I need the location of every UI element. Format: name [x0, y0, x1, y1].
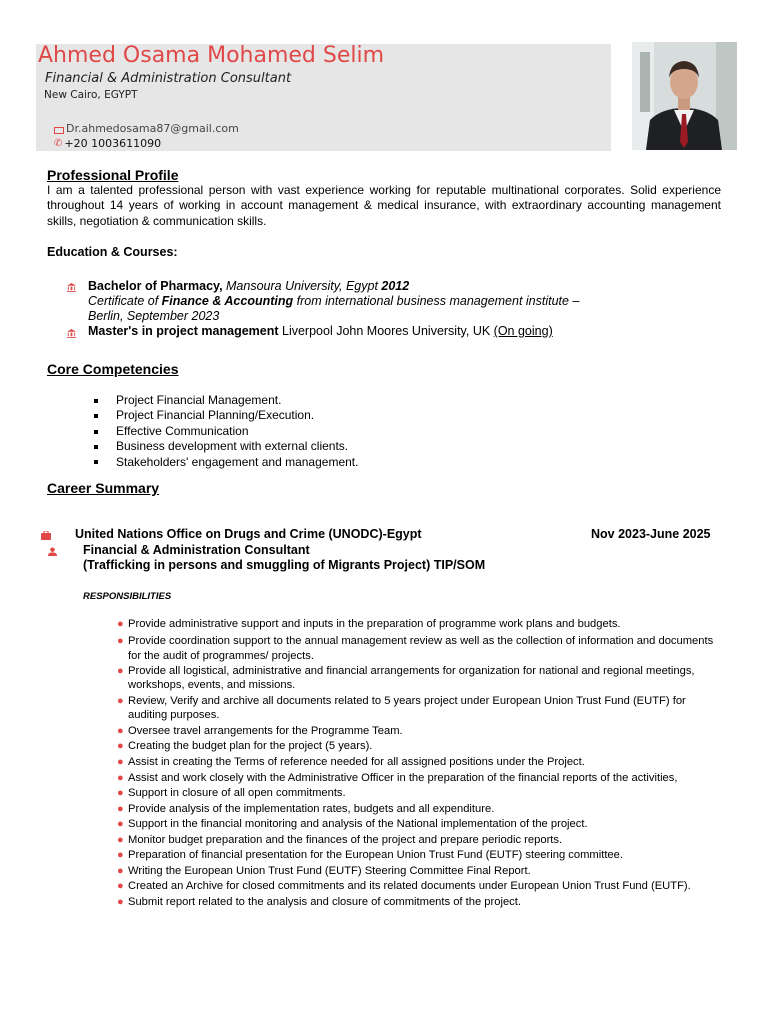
- list-item: ● Support in the financial monitoring and analysis of the National implementation of the project.: [117, 818, 588, 831]
- list-item: ● Review, Verify and archive all documents related to 5 years project under European Union Trust Fund (EUTF) for auditing purposes.: [117, 694, 686, 722]
- education-item: Bachelor of Pharmacy, Mansoura University, Egypt 2012: [88, 279, 410, 293]
- bullet-square-icon: [94, 430, 98, 434]
- list-item: Effective Communication: [94, 424, 358, 439]
- briefcase-icon: [41, 531, 51, 540]
- list-item: Business development with external clients.: [94, 439, 358, 454]
- candidate-name: Ahmed Osama Mohamed Selim: [38, 43, 385, 68]
- bullet-dot-icon: ●: [117, 880, 124, 893]
- list-item: ● Oversee travel arrangements for the Programme Team.: [117, 724, 403, 737]
- bullet-dot-icon: ●: [117, 802, 124, 815]
- list-item: Project Financial Planning/Execution.: [94, 408, 358, 423]
- education-item: Certificate of Finance & Accounting from international business management institute – Berlin, September 2023: [88, 294, 580, 323]
- job-title: Financial & Administration Consultant: [45, 71, 292, 86]
- bullet-dot-icon: ●: [117, 694, 124, 707]
- bullet-dot-icon: ●: [117, 833, 124, 846]
- phone-icon: ✆: [54, 138, 63, 149]
- list-item: ● Assist and work closely with the Administrative Officer in the preparation of the financial reports of the activities,: [117, 771, 678, 784]
- institution-icon: [67, 329, 76, 338]
- bullet-dot-icon: ●: [117, 895, 124, 908]
- competencies-list: [94, 393, 358, 470]
- phone-row: [54, 137, 161, 150]
- bullet-square-icon: [94, 445, 98, 449]
- profile-text: I am a talented professional person with vast experience working for reputable multinational corporates. Solid experience throughout 14 years of working in account management & medical insurance, with extraordinary accounting management skills, negotiation & communication skills.: [47, 183, 721, 228]
- person-icon: [48, 547, 57, 556]
- role-title: Financial & Administration Consultant: [83, 543, 310, 557]
- envelope-icon: [54, 127, 64, 134]
- list-item: ● Provide all logistical, administrative and financial arrangements for organization for national and regional meetings, workshops, events, and missions.: [117, 665, 695, 692]
- bullet-square-icon: [94, 460, 98, 464]
- list-item: ● Provide analysis of the implementation rates, budgets and all expenditure.: [117, 802, 495, 815]
- education-heading: Education & Courses:: [47, 245, 178, 259]
- profile-heading: Professional Profile: [47, 167, 179, 183]
- list-item: ● Support in closure of all open commitments.: [117, 787, 346, 800]
- list-item: ● Provide administrative support and inputs in the preparation of programme work plans and budgets.: [117, 618, 621, 630]
- project-title: (Trafficking in persons and smuggling of Migrants Project) TIP/SOM: [83, 558, 486, 572]
- employer: United Nations Office on Drugs and Crime (UNODC)-Egypt: [75, 527, 422, 541]
- bullet-dot-icon: ●: [117, 618, 124, 630]
- list-item: ● Assist in creating the Terms of reference needed for all assigned positions under the Project.: [117, 756, 585, 769]
- email-row: [54, 122, 239, 135]
- list-item: ● Submit report related to the analysis and closure of commitments of the project.: [117, 895, 521, 908]
- list-item: ● Writing the European Union Trust Fund (EUTF) Steering Committee Final Report.: [117, 864, 531, 877]
- list-item: ● Provide coordination support to the annual management review as well as the collection of information and documents for the audit of programmes/ projects.: [117, 635, 714, 662]
- institution-icon: [67, 283, 76, 292]
- bullet-dot-icon: ●: [117, 864, 124, 877]
- employment-dates: Nov 2023-June 2025: [591, 527, 711, 541]
- list-item: Stakeholders' engagement and management.: [94, 455, 358, 470]
- bullet-dot-icon: ●: [117, 756, 124, 769]
- responsibilities-list: [117, 617, 722, 910]
- bullet-dot-icon: ●: [117, 665, 124, 678]
- bullet-dot-icon: ●: [117, 818, 124, 831]
- list-item: ● Preparation of financial presentation for the European Union Trust Fund (EUTF) steering committee.: [117, 849, 623, 862]
- location: New Cairo, EGYPT: [44, 89, 138, 101]
- responsibilities-heading: RESPONSIBILITIES: [83, 591, 172, 602]
- education-item: Master's in project management Liverpool John Moores University, UK (On going): [88, 324, 553, 338]
- bullet-dot-icon: ●: [117, 635, 124, 648]
- bullet-dot-icon: ●: [117, 787, 124, 800]
- bullet-dot-icon: ●: [117, 771, 124, 784]
- phone-number: +20 1003611090: [64, 137, 162, 150]
- email-link[interactable]: Dr.ahmedosama87@gmail.com: [66, 122, 239, 135]
- career-heading: Career Summary: [47, 480, 160, 496]
- bullet-square-icon: [94, 414, 98, 418]
- profile-photo: [632, 42, 737, 150]
- competencies-heading: Core Competencies: [47, 361, 179, 377]
- list-item: ● Created an Archive for closed commitments and its related documents under European Union Trust Fund (EUTF).: [117, 880, 691, 893]
- bullet-square-icon: [94, 399, 98, 403]
- list-item: ● Creating the budget plan for the project (5 years).: [117, 740, 373, 753]
- list-item: ● Monitor budget preparation and the finances of the project and prepare periodic reports.: [117, 833, 563, 846]
- bullet-dot-icon: ●: [117, 724, 124, 737]
- bullet-dot-icon: ●: [117, 849, 124, 862]
- list-item: Project Financial Management.: [94, 393, 358, 408]
- bullet-dot-icon: ●: [117, 740, 124, 753]
